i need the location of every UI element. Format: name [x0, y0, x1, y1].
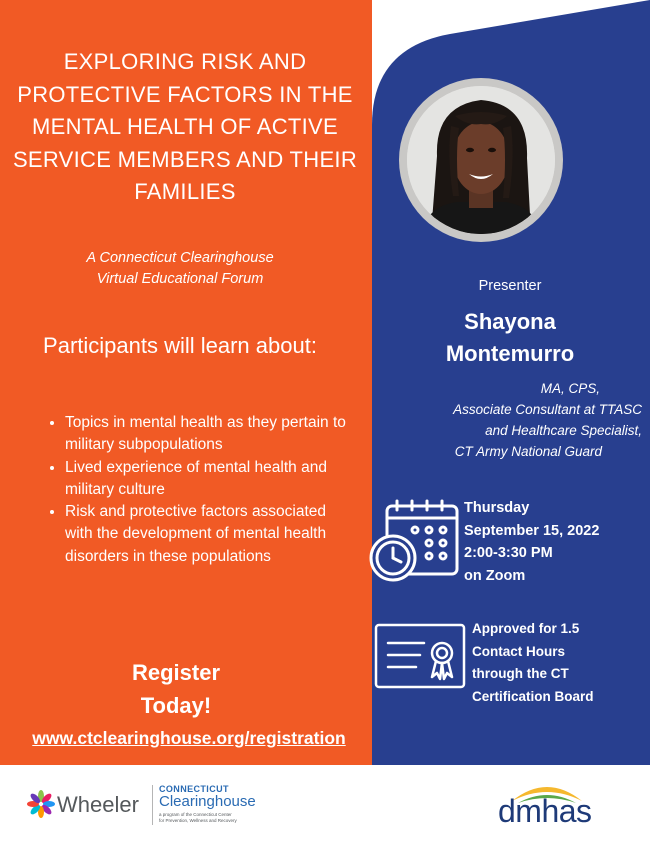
learn-item: • Topics in mental health as they pertain to military subpopulations: [65, 412, 355, 457]
clearinghouse-wordmark: Clearinghouse: [159, 793, 256, 810]
register-line-1: Register: [131, 660, 221, 685]
approval-line: through the CT: [472, 666, 569, 681]
credential-line: and Healthcare Specialist,: [485, 423, 642, 438]
learn-list: [40, 412, 355, 568]
credential-line: MA, CPS,: [540, 381, 600, 396]
certificate-icon: [374, 623, 466, 689]
registration-link[interactable]: www.ctclearinghouse.org/registration: [32, 728, 346, 748]
dmhas-wordmark: dmhas: [498, 793, 592, 829]
clearinghouse-top: CONNECTICUT: [159, 784, 229, 794]
clearinghouse-tagline: [159, 812, 279, 824]
presenter-credentials: [380, 378, 642, 462]
presenter-photo-frame: [399, 78, 563, 242]
register-heading: [76, 656, 276, 722]
dmhas-logo: [490, 777, 600, 835]
subtitle-line-2: Virtual Educational Forum: [96, 271, 264, 287]
event-date: September 15, 2022: [464, 522, 600, 539]
learn-heading: Participants will learn about:: [43, 333, 317, 358]
event-day: Thursday: [464, 500, 530, 516]
tagline-line: a program of the Connecticut Center: [159, 812, 232, 817]
logo-divider: [152, 785, 153, 825]
approval-line: Approved for 1.5: [472, 621, 580, 636]
wheeler-wordmark: Wheeler: [57, 792, 139, 817]
learn-item: • Risk and protective factors associated with the development of mental health disorders in these populations: [65, 501, 355, 568]
presenter-photo: [407, 86, 555, 234]
presenter-label: Presenter: [478, 278, 542, 294]
event-info: [464, 497, 644, 587]
flyer-title: EXPLORING RISK AND PROTECTIVE FACTORS IN THE MENTAL HEALTH OF ACTIVE SERVICE MEMBERS AND THEIR FAMILIES: [12, 49, 358, 204]
subtitle: [20, 248, 340, 290]
credential-line: CT Army National Guard: [454, 444, 602, 459]
tagline-line: for Prevention, Wellness and Recovery: [159, 818, 237, 823]
event-time: 2:00-3:30 PM: [464, 545, 553, 561]
approval-info: [472, 618, 644, 708]
subtitle-line-1: A Connecticut Clearinghouse: [86, 250, 274, 266]
approval-line: Contact Hours: [472, 643, 566, 659]
credential-line: Associate Consultant at TTASC: [453, 402, 642, 417]
learn-item: • Lived experience of mental health and military culture: [65, 457, 355, 502]
event-location: on Zoom: [464, 567, 526, 584]
wheeler-clearinghouse-logo: [26, 785, 276, 825]
approval-line: Certification Board: [472, 688, 594, 704]
wheeler-logo-icon: [26, 789, 56, 819]
register-line-2: Today!: [140, 693, 212, 718]
presenter-name: Shayona Montemurro: [445, 309, 575, 366]
calendar-clock-icon: [367, 498, 463, 584]
